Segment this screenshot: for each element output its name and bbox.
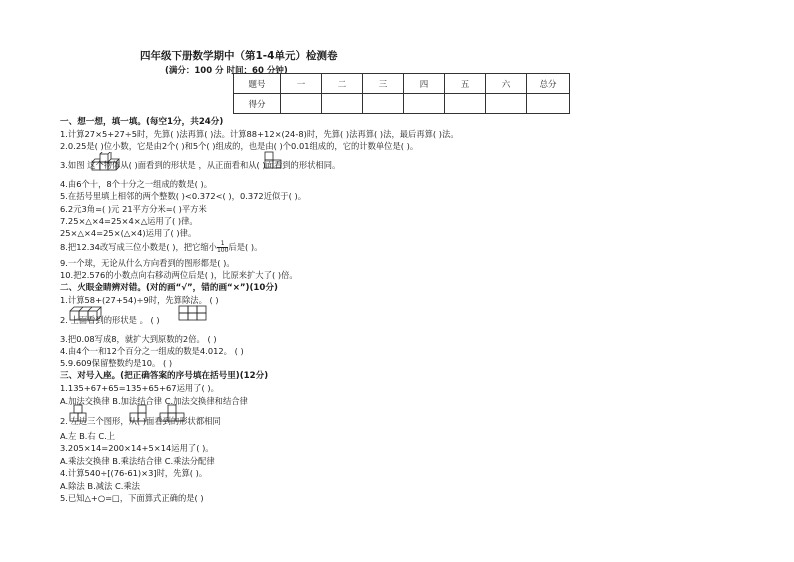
- score-header-cell: 一: [281, 74, 322, 94]
- fraction-suffix: 后是( )。: [228, 242, 263, 252]
- question-line: 5.已知△+○=□，下面算式正确的是( ): [60, 493, 204, 503]
- score-input-cell[interactable]: [363, 94, 404, 114]
- cube-row-icon: [68, 303, 102, 325]
- question-line: 9.一个球，无论从什么方向看到的图形都是( )。: [60, 258, 235, 268]
- score-table: [233, 73, 570, 114]
- question-line: 25×△×4=25×(△×4)运用了( )律。: [60, 228, 197, 238]
- question-line: 5.在括号里填上相邻的两个整数( )<0.372<( )，0.372近似于( )。: [60, 191, 307, 201]
- question-line: 2. 上面看到的形状是 。 ( ): [60, 315, 160, 325]
- score-input-cell[interactable]: [404, 94, 445, 114]
- question-line: 3.205×14=200×14+5×14运用了( )。: [60, 443, 214, 453]
- question-line: 3.如图 这个物体从( )面看到的形状是 ，从正面看和从( )面看到的形状相同。: [60, 160, 341, 170]
- question-line: 5.9.609保留整数约是10。 ( ): [60, 358, 173, 368]
- option-line: A.乘法交换律 B.乘法结合律 C.乘法分配律: [60, 456, 215, 466]
- question-line: 4.由6个十，8个十分之一组成的数是( )。: [60, 179, 213, 189]
- option-line: A.除法 B.减法 C.乘法: [60, 481, 140, 491]
- score-table-score-row: [234, 94, 570, 114]
- score-table-header-row: [234, 74, 570, 94]
- grid-view-icon: [177, 304, 209, 324]
- score-header-cell: 六: [486, 74, 527, 94]
- question-line: 2. 左边三个图形，从( )面看到的形状都相同: [60, 416, 221, 426]
- score-input-cell[interactable]: [322, 94, 363, 114]
- fraction-numerator: 1: [217, 241, 228, 248]
- fraction: [217, 241, 228, 254]
- score-label-cell: 得分: [234, 94, 281, 114]
- option-line: A.加法交换律 B.加法结合律 C.加法交换律和结合律: [60, 396, 248, 406]
- score-header-cell: 二: [322, 74, 363, 94]
- question-line: 6.2元3角=( )元 21平方分米=( )平方米: [60, 204, 207, 214]
- score-input-cell[interactable]: [445, 94, 486, 114]
- score-header-cell: 五: [445, 74, 486, 94]
- section-heading-3: 三、对号入座。(把正确答案的序号填在括号里)(12分): [60, 371, 269, 381]
- section-heading-1: 一、想一想，填一填。(每空1分，共24分): [60, 117, 224, 127]
- option-line: A.左 B.右 C.上: [60, 431, 116, 441]
- fraction-denominator: 100: [216, 247, 229, 254]
- question-line: 1.计算27×5+27÷5时，先算( )法再算( )法。计算88+12×(24-8)时，先算( )法再算( )法，最后再算( )法。: [60, 129, 459, 139]
- question-line: 1.135+67+65=135+65+67运用了( )。: [60, 383, 219, 393]
- score-input-cell[interactable]: [486, 94, 527, 114]
- score-header-cell: 总分: [527, 74, 570, 94]
- fraction-prefix: 8.把12.34改写成三位小数是( )，把它缩小: [60, 242, 217, 252]
- score-header-cell: 四: [404, 74, 445, 94]
- score-input-cell[interactable]: [281, 94, 322, 114]
- section-heading-2: 二、火眼金睛辨对错。(对的画“√”，错的画“×”)(10分): [60, 283, 278, 293]
- exam-subtitle: (满分：100 分 时间：60 分钟): [165, 66, 288, 76]
- question-line: 10.把2.576的小数点向右移动两位后是( )，比原来扩大了( )倍。: [60, 270, 298, 280]
- question-line: 7.25×△×4=25×4×△运用了( )律。: [60, 216, 198, 226]
- question-line: 4.计算540÷[(76-61)×3]时，先算( )。: [60, 468, 208, 478]
- score-header-cell: 三: [363, 74, 404, 94]
- three-shapes-icon: [68, 403, 198, 427]
- question-line: 4.由4个一和12个百分之一组成的数是4.012。 ( ): [60, 346, 244, 356]
- score-header-cell: 题号: [234, 74, 281, 94]
- question-line: 1.计算58+(27+54)÷9时，先算除法。 ( ): [60, 295, 219, 305]
- question-line: 3.把0.08写成8，就扩大到原数的2倍。 ( ): [60, 334, 217, 344]
- question-line-fraction: [60, 241, 262, 254]
- exam-title: 四年级下册数学期中（第1-4单元）检测卷: [140, 50, 338, 62]
- question-line: 2.0.25是( )位小数，它是由2个( )和5个( )组成的，也是由( )个0.01组成的，它的计数单位是( )。: [60, 141, 419, 151]
- cube-stack-icon: [90, 152, 122, 174]
- shape-view-icon: [263, 150, 285, 170]
- score-input-cell[interactable]: [527, 94, 570, 114]
